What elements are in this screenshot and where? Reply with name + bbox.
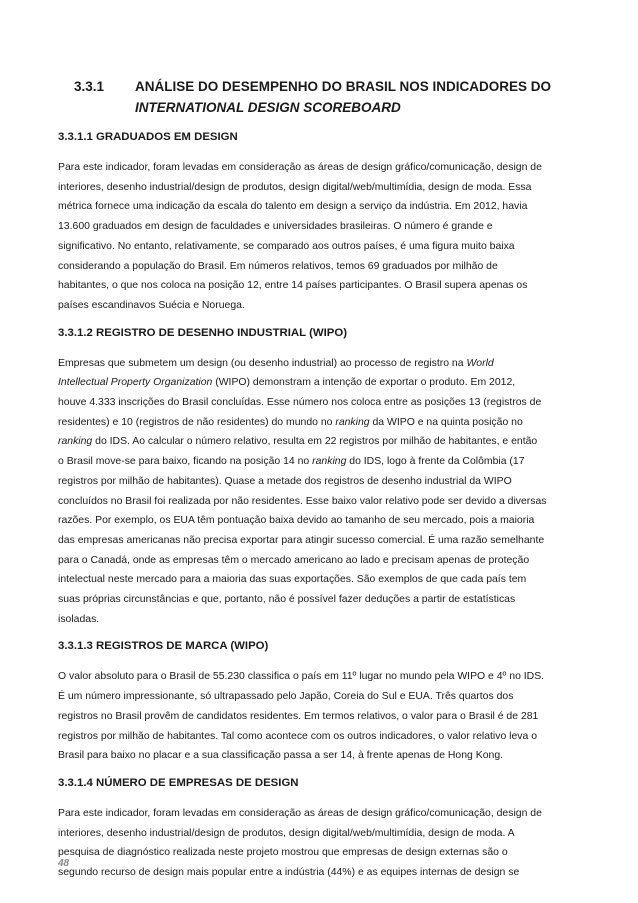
paragraph [58,158,580,316]
subsection-registros-de-marca [58,638,580,766]
text-line: interiores, desenho industrial/design de produtos, design digital/web/multimídia, design de moda. A [58,827,515,839]
text-line: considerando a população do Brasil. Em números relativos, temos 69 graduados por milhão de [58,260,498,272]
text-line: países escandinavos Suécia e Noruega. [58,299,245,311]
text-line: significativo. No entanto, relativamente, se comparado aos outros países, é uma figura muito baixa [58,240,515,252]
text-line: registros no Brasil provêm de candidatos residentes. Em termos relativos, o valor para o Brasil é de 281 [58,710,539,722]
text-line: habitantes, o que nos coloca na posição 12, entre 14 países participantes. O Brasil supera apenas os [58,280,528,292]
text-line: O valor absoluto para o Brasil de 55.230 classifica o país em 11º lugar no mundo pela WIPO e 4º no IDS. [58,671,545,683]
text-line: 13.600 graduados em design de faculdades e universidades brasileiras. O número é grande e [58,221,493,233]
text-line: residentes) e 10 (registros de não residentes) do mundo no ranking da WIPO e na quinta posição no [58,416,523,428]
section-title-line-2: INTERNATIONAL DESIGN SCOREBOARD [135,100,401,115]
text-line: Empresas que submetem um design (ou desenho industrial) ao processo de registro na World [58,357,494,369]
text-line: segundo recurso de design mais popular entre a indústria (44%) e as equipes internas de design se [58,867,520,879]
text-line: pesquisa de diagnóstico realizada neste projeto mostrou que empresas de design externas são o [58,847,508,859]
paragraph [58,804,580,883]
subsection-title: 3.3.1.1 GRADUADOS EM DESIGN [58,131,238,143]
text-line: para o Canadá, onde as empresas têm o mercado americano ao lado e precisam apenas de proteção [58,554,530,566]
text-line: o Brasil move-se para baixo, ficando na posição 14 no ranking do IDS, logo à frente da Colômbia (17 [58,456,525,468]
text-line: razões. Por exemplo, os EUA têm pontuação baixa devido ao tamanho de seu mercado, pois a maioria [58,515,535,527]
section-title-line-1: ANÁLISE DO DESEMPENHO DO BRASIL NOS INDICADORES DO [135,79,552,94]
text-line: Brasil para baixo no placar e a sua classificação passa a ser 14, à frente apenas de Hong Kong. [58,750,504,762]
text-line: interiores, desenho industrial/design de produtos, design digital/web/multimídia, design de moda. Essa [58,181,532,193]
paragraph [58,354,580,630]
section-number: 3.3.1 [74,79,105,94]
subsection-title: 3.3.1.2 REGISTRO DE DESENHO INDUSTRIAL (WIPO) [58,326,348,339]
text-line: métrica fornece uma indicação da escala do talento em design a serviço da indústria. Em 2012, havia [58,201,528,213]
text-line: É um número impressionante, só ultrapassado pelo Japão, Coreia do Sul e EUA. Três quartos dos [58,691,514,703]
text-line: das empresas americanas não precisa exportar para atingir sucesso comercial. É uma razão semelhante [58,534,545,546]
subsection-registro-desenho-industrial [58,325,580,630]
subsection-title: 3.3.1.3 REGISTROS DE MARCA (WIPO) [58,640,269,653]
text-line: Para este indicador, foram levadas em consideração as áreas de design gráfico/comunicação, design de [58,162,542,173]
subsection-empresas-de-design [58,775,580,883]
text-line: concluídos no Brasil foi realizada por não residentes. Esse baixo valor relativo pode ser devido a diversas [58,495,547,507]
subsection-graduados [58,129,580,316]
text-line: suas próprias circunstâncias e que, portanto, não é possível fazer deduções a partir de estatísticas [58,594,516,606]
text-line: registros por milhão de habitantes). Quase a metade dos registros de desenho industrial da WIPO [58,475,512,487]
text-line: houve 4.333 inscrições do Brasil concluídas. Esse número nos coloca entre as posições 13 (registros de [58,397,542,409]
page-number: 48 [58,858,70,869]
document-body [58,129,580,892]
text-line: Intellectual Property Organization (WIPO) demonstram a intenção de exportar o produto. Em 2012, [58,377,516,389]
text-line: isoladas. [58,613,100,625]
subsection-title: 3.3.1.4 NÚMERO DE EMPRESAS DE DESIGN [58,776,299,789]
text-line: ranking do IDS. Ao calcular o número relativo, resulta em 22 registros por milhão de habitantes, e então [58,436,538,448]
text-line: registros por milhão de habitantes. Tal como acontece com os outros indicadores, o valor relativo leva o [58,730,538,742]
text-line: intelectual neste mercado para a maioria das suas exportações. São exemplos de que cada país tem [58,574,527,586]
paragraph [58,667,580,766]
text-line: Para este indicador, foram levadas em consideração as áreas de design gráfico/comunicação, design de [58,807,542,819]
